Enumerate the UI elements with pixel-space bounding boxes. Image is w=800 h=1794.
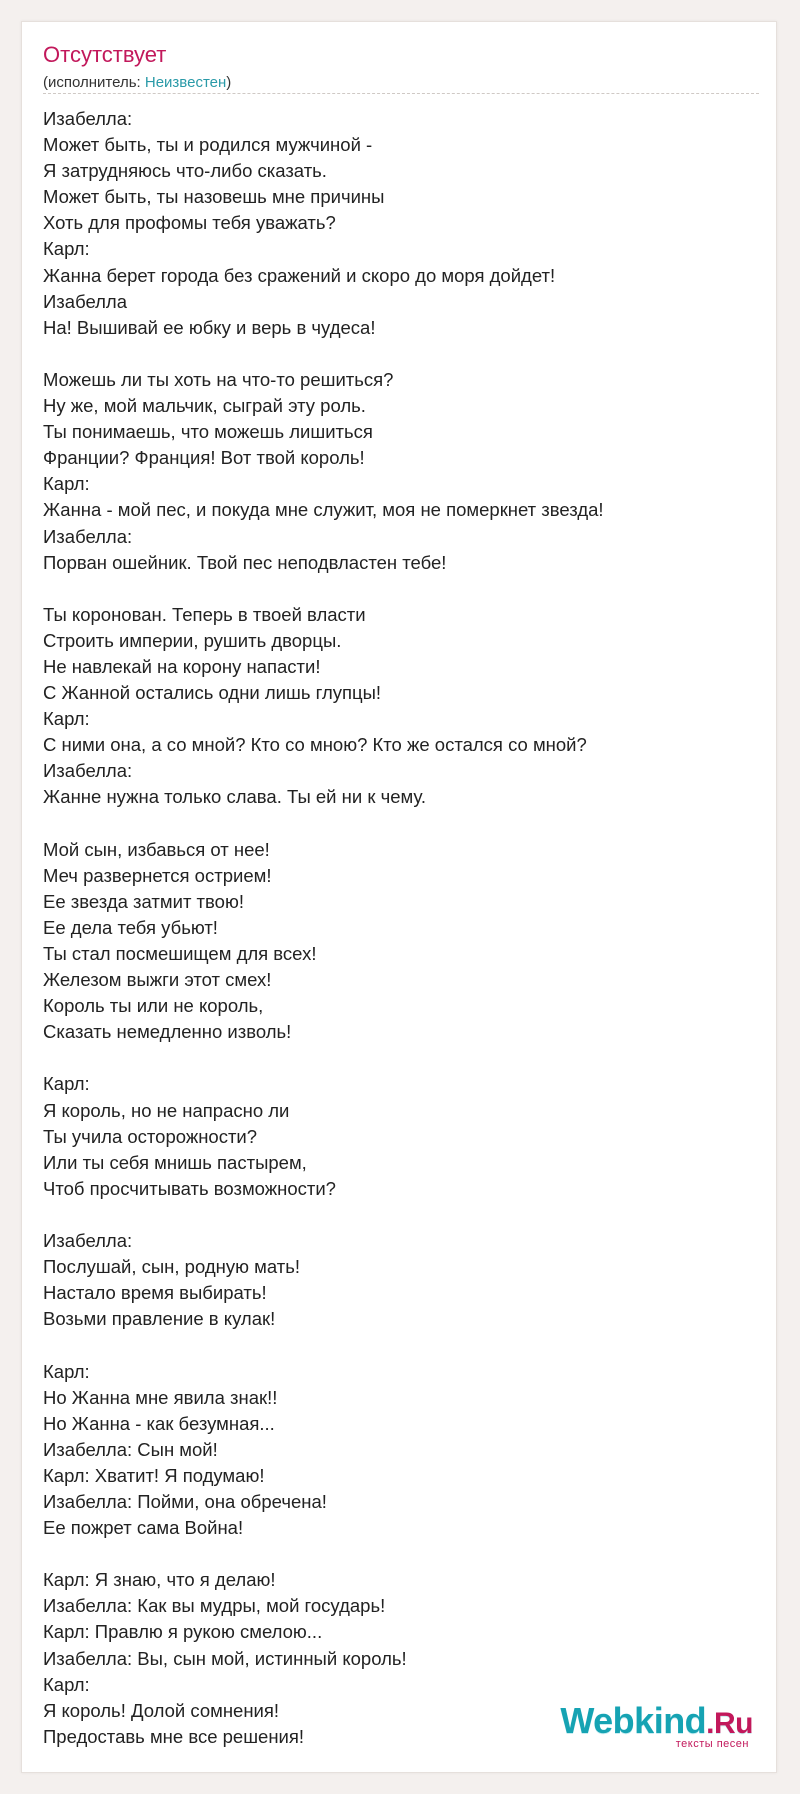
lyric-line: Карл: Хватит! Я подумаю! bbox=[43, 1464, 265, 1486]
lyric-line: Изабелла: Сын мой! bbox=[43, 1438, 218, 1460]
lyric-line: Карл: bbox=[43, 473, 90, 495]
title-divider bbox=[43, 93, 759, 94]
lyric-line: Карл: bbox=[43, 238, 90, 260]
lyric-line: Послушай, сын, родную мать! bbox=[43, 1256, 300, 1278]
lyric-line: Изабелла bbox=[43, 290, 128, 312]
lyric-line: Ты коронован. Теперь в твоей власти bbox=[43, 603, 366, 625]
lyric-line: Карл: Правлю я рукою смелою... bbox=[43, 1621, 323, 1643]
lyric-line: Ну же, мой мальчик, сыграй эту роль. bbox=[43, 395, 366, 417]
artist-prefix: (исполнитель: bbox=[43, 74, 145, 91]
lyric-line: Изабелла: Как вы мудры, мой государь! bbox=[43, 1595, 386, 1617]
lyric-line: Но Жанна мне явила знак!! bbox=[43, 1386, 278, 1408]
lyric-line bbox=[43, 1541, 759, 1567]
site-logo[interactable] bbox=[560, 1700, 753, 1750]
lyric-line: Я затрудняюсь что-либо сказать. bbox=[43, 160, 327, 182]
artist-suffix: ) bbox=[226, 74, 232, 91]
lyric-line: Мой сын, избавься от нее! bbox=[43, 838, 270, 860]
lyric-line: Изабелла: bbox=[43, 108, 133, 129]
lyrics-text bbox=[43, 106, 759, 1750]
lyric-line: Жанне нужна только слава. Ты ей ни к чему. bbox=[43, 786, 426, 808]
logo-tagline: тексты песен bbox=[675, 1738, 749, 1750]
lyric-line: Изабелла: bbox=[43, 525, 133, 547]
lyric-line: Меч развернется острием! bbox=[43, 864, 272, 886]
lyric-line: Карл: bbox=[43, 708, 90, 730]
lyric-line: Карл: bbox=[43, 1073, 90, 1095]
lyric-line: Ты понимаешь, что можешь лишиться bbox=[43, 421, 373, 443]
lyric-line: Изабелла: Пойми, она обречена! bbox=[43, 1490, 327, 1512]
lyric-line: С Жанной остались одни лишь глупцы! bbox=[43, 682, 382, 704]
lyric-line: Строить империи, рушить дворцы. bbox=[43, 629, 342, 651]
lyric-line: Я король, но не напрасно ли bbox=[43, 1099, 290, 1121]
lyric-line bbox=[43, 1202, 759, 1228]
lyric-line: Ее звезда затмит твою! bbox=[43, 890, 244, 912]
lyric-line bbox=[43, 1045, 759, 1071]
lyric-line: Ее пожрет сама Война! bbox=[43, 1517, 244, 1539]
song-title[interactable]: Отсутствует bbox=[43, 42, 167, 67]
lyric-line bbox=[43, 811, 759, 837]
lyric-line: Сказать немедленно изволь! bbox=[43, 1021, 292, 1043]
lyric-line: Может быть, ты назовешь мне причины bbox=[43, 186, 385, 208]
lyric-line: Железом выжги этот смех! bbox=[43, 969, 272, 991]
logo-wordmark bbox=[560, 1700, 753, 1741]
lyric-line: Ты стал посмешищем для всех! bbox=[43, 943, 317, 964]
lyric-line: Хоть для профомы тебя уважать? bbox=[43, 212, 336, 234]
lyric-line: С ними она, а со мной? Кто со мною? Кто же остался со мной? bbox=[43, 734, 587, 756]
lyric-line: Франции? Франция! Вот твой король! bbox=[43, 447, 365, 469]
lyrics-card bbox=[21, 21, 777, 1773]
lyric-line: Не навлекай на корону напасти! bbox=[43, 655, 321, 677]
lyric-line: Возьми правление в кулак! bbox=[43, 1308, 276, 1330]
lyric-line: Карл: bbox=[43, 1673, 90, 1695]
lyric-line: Жанна - мой пес, и покуда мне служит, моя не померкнет звезда! bbox=[43, 499, 604, 521]
artist-link[interactable]: Неизвестен bbox=[144, 74, 227, 91]
logo-main-text: Webkind bbox=[560, 1700, 707, 1741]
lyric-line: Карл: bbox=[43, 1360, 90, 1382]
lyric-line bbox=[43, 1332, 759, 1358]
lyric-line: Ее дела тебя убьют! bbox=[43, 916, 218, 938]
lyric-line: Предоставь мне все решения! bbox=[43, 1725, 305, 1747]
lyric-line: Или ты себя мнишь пастырем, bbox=[43, 1151, 307, 1173]
logo-ru-text: .Ru bbox=[706, 1707, 753, 1740]
lyric-line: Изабелла: Вы, сын мой, истинный король! bbox=[43, 1647, 407, 1669]
lyric-line bbox=[43, 576, 759, 602]
lyric-line: Изабелла: bbox=[43, 1230, 133, 1252]
lyric-line: Ты учила осторожности? bbox=[43, 1125, 258, 1147]
lyric-line: Жанна берет города без сражений и скоро до моря дойдет! bbox=[43, 264, 556, 286]
lyric-line: Может быть, ты и родился мужчиной - bbox=[43, 134, 373, 156]
lyric-line: Карл: Я знаю, что я делаю! bbox=[43, 1569, 276, 1591]
lyric-line: Но Жанна - как безумная... bbox=[43, 1412, 275, 1434]
lyric-line: Я король! Долой сомнения! bbox=[43, 1699, 280, 1721]
song-artist-line bbox=[43, 75, 231, 90]
lyric-line: На! Вышивай ее юбку и верь в чудеса! bbox=[43, 316, 376, 338]
lyric-line: Чтоб просчитывать возможности? bbox=[43, 1177, 336, 1199]
lyric-line: Король ты или не король, bbox=[43, 995, 264, 1017]
lyric-line: Можешь ли ты хоть на что-то решиться? bbox=[43, 368, 394, 390]
lyric-line: Изабелла: bbox=[43, 760, 133, 782]
lyric-line bbox=[43, 341, 759, 367]
lyric-line: Настало время выбирать! bbox=[43, 1282, 267, 1304]
lyric-line: Порван ошейник. Твой пес неподвластен тебе! bbox=[43, 551, 447, 573]
